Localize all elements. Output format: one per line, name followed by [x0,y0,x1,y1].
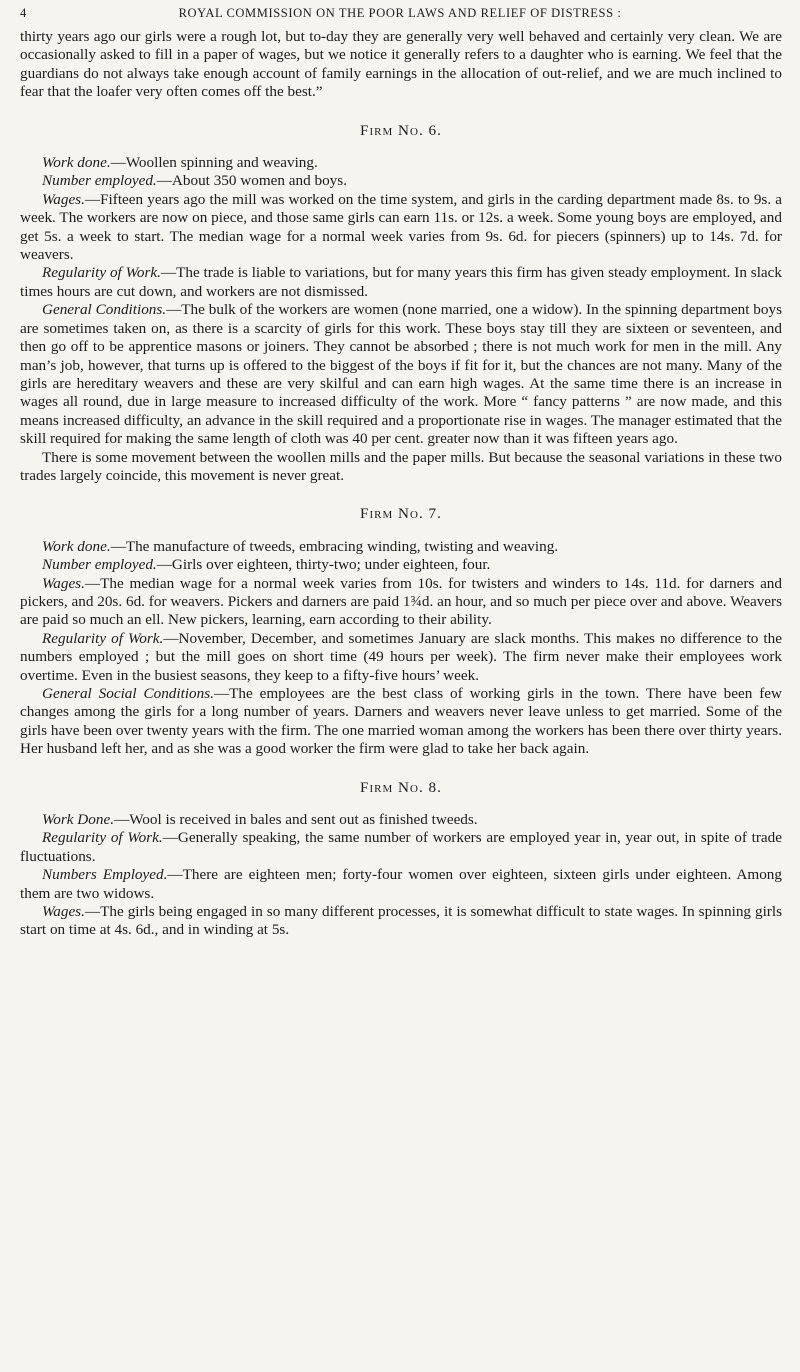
running-head [0,6,800,26]
firm-6-wages [20,191,782,265]
page-number: 4 [20,6,27,20]
section-text: —About 350 women and boys. [156,172,347,190]
firm-7-wages [20,575,782,630]
firm-8-wages [20,903,782,940]
section-text: —The employees are the best class of working girls in the town. There have been few changes among the girls for a long number of years. Darners and weavers never leave unless to get married. Some of the girls have been over twenty years with the firm. The one married woman among the workers has been there over thirty years. Her husband left her, and as she was a good worker the firm were glad to take her back again. [20,685,782,758]
firm-7-heading: Firm No. 7. [360,505,442,523]
section-text: —Fifteen years ago the mill was worked on the time system, and girls in the carding department made 8s. to 9s. a week. The workers are now on piece, and those same girls can earn 11s. or 12s. a week. Some young boys are employed, and get 5s. a week to start. The median wage for a normal week varies from 9s. 6d. for piecers (spinners) up to 14s. 7d. for weavers. [20,190,782,264]
section-text: —November, December, and sometimes January are slack months. This makes no difference to the numbers employed ; but the mill goes on short time (49 hours per week). The firm never make their employees work overtime. Even in the busiest seasons, they keep to a fifty-five hours’ week. [20,629,782,684]
firm-6-work-done [20,154,782,172]
section-text: —Woollen spinning and weaving. [110,154,318,172]
firm-6-heading: Firm No. 6. [360,121,442,139]
section-label: Work done. [42,537,111,555]
firm-7-general-conditions [20,685,782,759]
section-text: —The girls being engaged in so many different processes, it is somewhat difficult to state wages. In spinning girls start on time at 4s. 6d., and in winding at 5s. [20,903,782,939]
section-label: Number employed. [42,172,157,190]
section-text: —Generally speaking, the same number of workers are employed year in, year out, in spite of trade fluctuations. [20,829,782,865]
firm-8-numbers-employed [20,866,782,903]
section-label: General Social Conditions. [42,685,214,702]
section-label: Work Done. [42,811,114,829]
firm-8-work-done [20,811,782,829]
section-label: Number employed. [42,556,157,574]
firm-6-regularity [20,264,782,301]
firm-6-number-employed [20,172,782,190]
section-label: Wages. [42,190,85,208]
section-text: —The trade is liable to variations, but for many years this firm has given steady employment. In slack times hours are cut down, and workers are not dismissed. [20,264,782,300]
section-text: —Wool is received in bales and sent out as finished tweeds. [114,811,478,829]
firm-7-number-employed [20,556,782,574]
section-label: Wages. [42,574,85,592]
running-head-title: ROYAL COMMISSION ON THE POOR LAWS AND RELIEF OF DISTRESS : [178,6,622,20]
section-text: —Girls over eighteen, thirty-two; under eighteen, four. [156,556,491,574]
firm-6-general-conditions [20,301,782,448]
section-label: Regularity of Work. [42,629,164,647]
firm-7-regularity [20,630,782,685]
section-label: Wages. [42,903,85,921]
firm-6-movement: There is some movement between the woollen mills and the paper mills. But because the seasonal variations in these two trades largely coincide, this movement is never great. [20,448,782,484]
section-text: —The bulk of the workers are women (none married, one a widow). In the spinning department boys are sometimes taken on, as there is a scarcity of girls for this work. These boys stay till they are sixteen or seventeen, and then go off to be apprentice masons or joiners. They cannot be absorbed ; there is not much work for men in the mill. Any man’s job, however, that turns up is offered to the biggest of the boys if fit for it, but the chances are not many. Many of the girls are hereditary weavers and these are very skilful and can earn high wages. At the same time there is an increase in wages all round, due in large measure to increased difficulty of the work. More “ fancy patterns ” are now made, and this means increased difficulty, an advance in the skill required and a proportionate rise in wages. The manager estimated that the skill required for making the same length of cloth was 40 per cent. greater now than it was fifteen years ago. [20,301,782,448]
section-text: —The manufacture of tweeds, embracing winding, twisting and weaving. [110,537,559,555]
section-text: —There are eighteen men; forty-four women over eighteen, sixteen girls under eighteen. Among them are two widows. [20,866,782,902]
section-label: Work done. [42,154,111,172]
section-label: Regularity of Work. [42,829,163,847]
firm-7-work-done [20,538,782,556]
section-label: General Conditions. [42,301,167,319]
firm-8-heading: Firm No. 8. [360,778,442,796]
section-text: —The median wage for a normal week varies from 10s. for twisters and winders to 14s. 11d. for darners and pickers, and 20s. 6d. for weavers. Pickers and darners are paid 1¾d. an hour, and so much per piece over and above. Weavers are paid so much an ell. New pickers, learning, earn according to their ability. [20,574,782,629]
section-label: Regularity of Work. [42,264,161,282]
firm-8-regularity [20,829,782,866]
section-label: Numbers Employed. [42,866,168,884]
document-body [20,28,782,940]
intro-paragraph: thirty years ago our girls were a rough lot, but to-day they are generally very well behaved and certainly very clean. We are occasionally asked to fill in a paper of wages, but we notice it generally refers to a daughter who is earning. We feel that the guardians do not always take enough account of family earnings in the allocation of out-relief, and we are much inclined to fear that the loafer very often comes off the best.” [20,28,782,101]
